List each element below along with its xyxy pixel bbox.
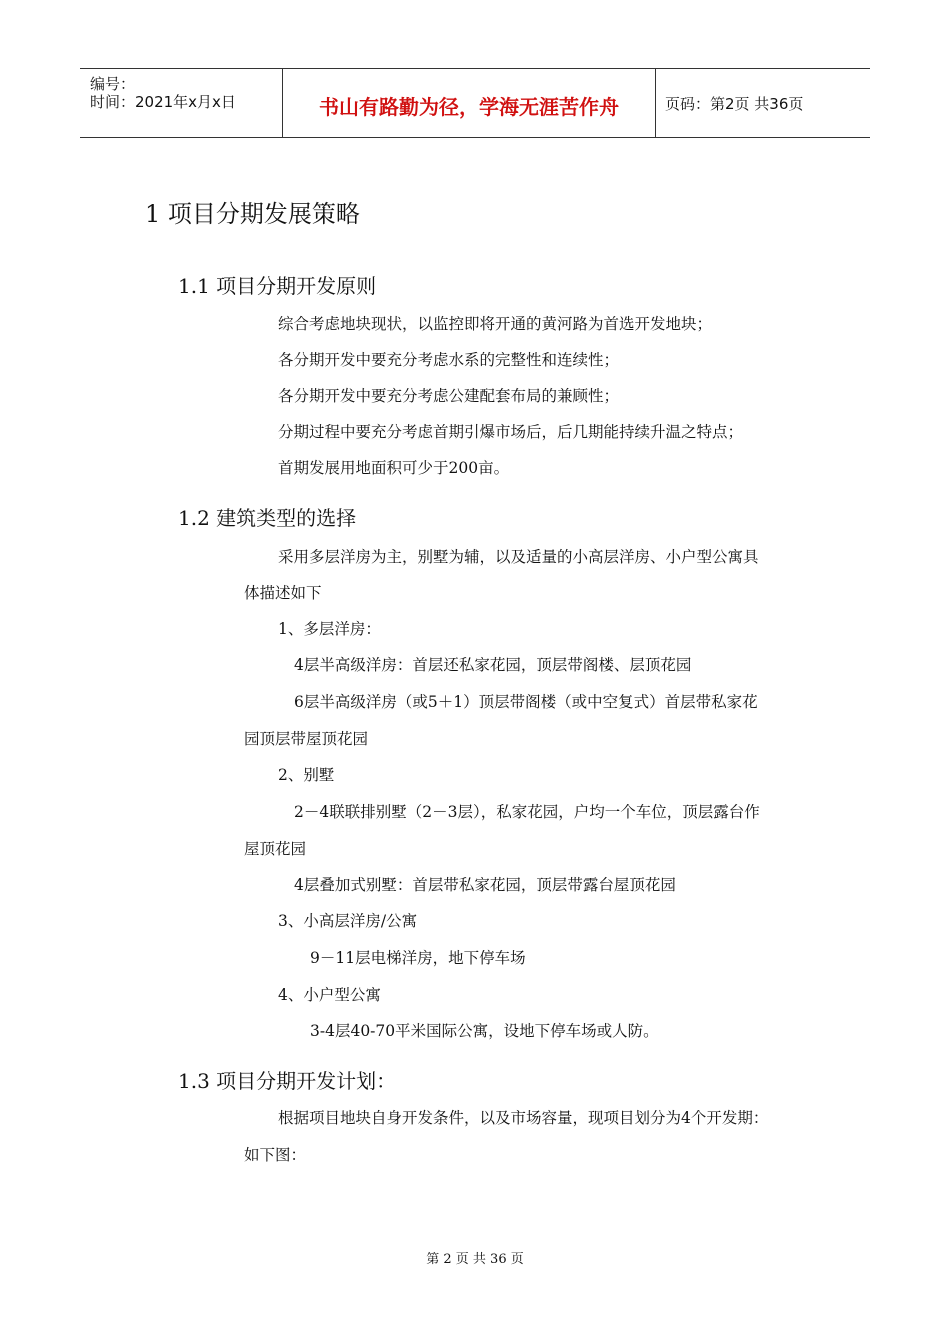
- header-meta-cell: [80, 69, 282, 137]
- building-type-2-b: 4层叠加式别墅：首层带私家花园，顶层带露台屋顶花园: [294, 876, 676, 894]
- section-heading-1-1: 1.1 项目分期开发原则: [178, 274, 377, 298]
- page-title: 1 项目分期发展策略: [145, 200, 360, 228]
- building-type-4: 4、小户型公寓: [278, 986, 381, 1004]
- building-type-2-a-line2: 屋顶花园: [244, 840, 307, 858]
- section3-line2: 如下图：: [244, 1146, 307, 1164]
- page-footer: 第 2 页 共 36 页: [426, 1252, 524, 1267]
- serial-label: 编号：: [90, 75, 136, 93]
- time-label: 时间：2021年x月x日: [90, 93, 236, 111]
- section2-intro-line1: 采用多层洋房为主，别墅为辅，以及适量的小高层洋房、小户型公寓具: [278, 548, 759, 566]
- building-type-1-b-line1: 6层半高级洋房（或5＋1）顶层带阁楼（或中空复式）首层带私家花: [294, 693, 758, 711]
- section-heading-1-3: 1.3 项目分期开发计划：: [178, 1069, 397, 1093]
- header-motto: 书山有路勤为径，学海无涯苦作舟: [319, 95, 619, 119]
- building-type-1-a: 4层半高级洋房：首层还私家花园，顶层带阁楼、层顶花园: [294, 656, 692, 674]
- header-motto-cell: [282, 69, 656, 137]
- section-heading-1-2: 1.2 建筑类型的选择: [178, 506, 357, 530]
- building-type-1: 1、多层洋房：: [278, 620, 381, 638]
- building-type-2-a-line1: 2－4联联排别墅（2－3层），私家花园，户均一个车位，顶层露台作: [294, 803, 760, 821]
- principle-item: 各分期开发中要充分考虑公建配套布局的兼顾性；: [278, 387, 620, 405]
- principle-item: 首期发展用地面积可少于200亩。: [278, 459, 510, 477]
- section3-line1: 根据项目地块自身开发条件，以及市场容量，现项目划分为4个开发期：: [278, 1109, 769, 1127]
- header-page-info: 页码：第2页 共36页: [665, 95, 804, 113]
- principle-item: 各分期开发中要充分考虑水系的完整性和连续性；: [278, 351, 620, 369]
- building-type-1-b-line2: 园顶层带屋顶花园: [244, 730, 369, 748]
- building-type-4-a: 3-4层40-70平米国际公寓，设地下停车场或人防。: [310, 1022, 659, 1040]
- principle-item: 综合考虑地块现状，以监控即将开通的黄河路为首选开发地块；: [278, 315, 713, 333]
- section2-intro-line2: 体描述如下: [244, 584, 322, 602]
- header-page-cell: [655, 69, 870, 137]
- principle-item: 分期过程中要充分考虑首期引爆市场后，后几期能持续升温之特点；: [278, 423, 744, 441]
- building-type-2: 2、别墅: [278, 766, 335, 784]
- building-type-3-a: 9－11层电梯洋房，地下停车场: [310, 949, 526, 967]
- header-table: [80, 68, 870, 138]
- building-type-3: 3、小高层洋房/公寓: [278, 912, 418, 930]
